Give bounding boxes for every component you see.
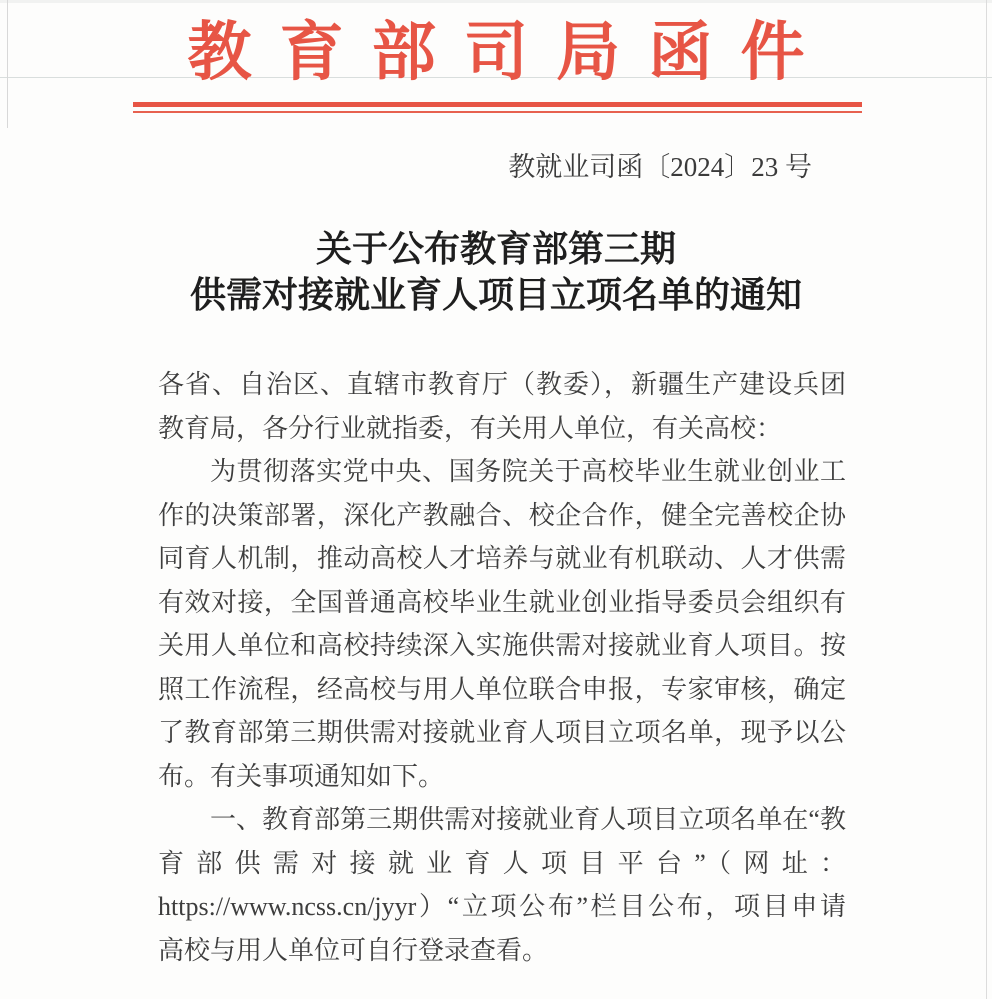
- letterhead-divider: [133, 102, 862, 113]
- notice-title-line2: 供需对接就业育人项目立项名单的通知: [189, 275, 802, 315]
- body-line: 了教育部第三期供需对接就业育人项目立项名单，现予以公: [158, 718, 846, 747]
- notice-title-line1: 关于公布教育部第三期: [315, 229, 676, 269]
- body-line: 一、教育部第三期供需对接就业育人项目立项名单在“教: [210, 805, 846, 834]
- scan-artifact-top-band: [0, 0, 992, 3]
- body-line: 同育人机制，推动高校人才培养与就业有机联动、人才供需: [158, 544, 846, 573]
- document-number: 教就业司函〔2024〕23 号: [508, 152, 812, 182]
- body-line: 高校与用人单位可自行登录查看。: [158, 935, 549, 965]
- body-line: 照工作流程，经高校与用人单位联合申报，专家审核，确定: [158, 674, 846, 704]
- body-line: https://www.ncss.cn/jyyr）“立项公布”栏目公布，项目申请: [158, 892, 846, 921]
- notice-title: [0, 226, 992, 318]
- body-line: 教育局，各分行业就指委，有关用人单位，有关高校：: [158, 413, 783, 443]
- body-line: 各省、自治区、直辖市教育厅（教委），新疆生产建设兵团: [158, 370, 846, 399]
- body-line: 为贯彻落实党中央、国务院关于高校毕业生就业创业工: [210, 457, 846, 486]
- notice-body: [158, 363, 846, 972]
- body-line: 有效对接，全国普通高校毕业生就业创业指导委员会组织有: [158, 587, 846, 617]
- body-line: 作的决策部署，深化产教融合、校企合作，健全完善校企协: [158, 500, 846, 530]
- body-line: 育部供需对接就业育人项目平台”（网址：: [158, 848, 846, 878]
- letterhead-title: 教育部司局函件: [187, 17, 833, 88]
- body-line: 布。有关事项通知如下。: [158, 761, 445, 791]
- body-line: 关用人单位和高校持续深入实施供需对接就业育人项目。按: [158, 631, 846, 660]
